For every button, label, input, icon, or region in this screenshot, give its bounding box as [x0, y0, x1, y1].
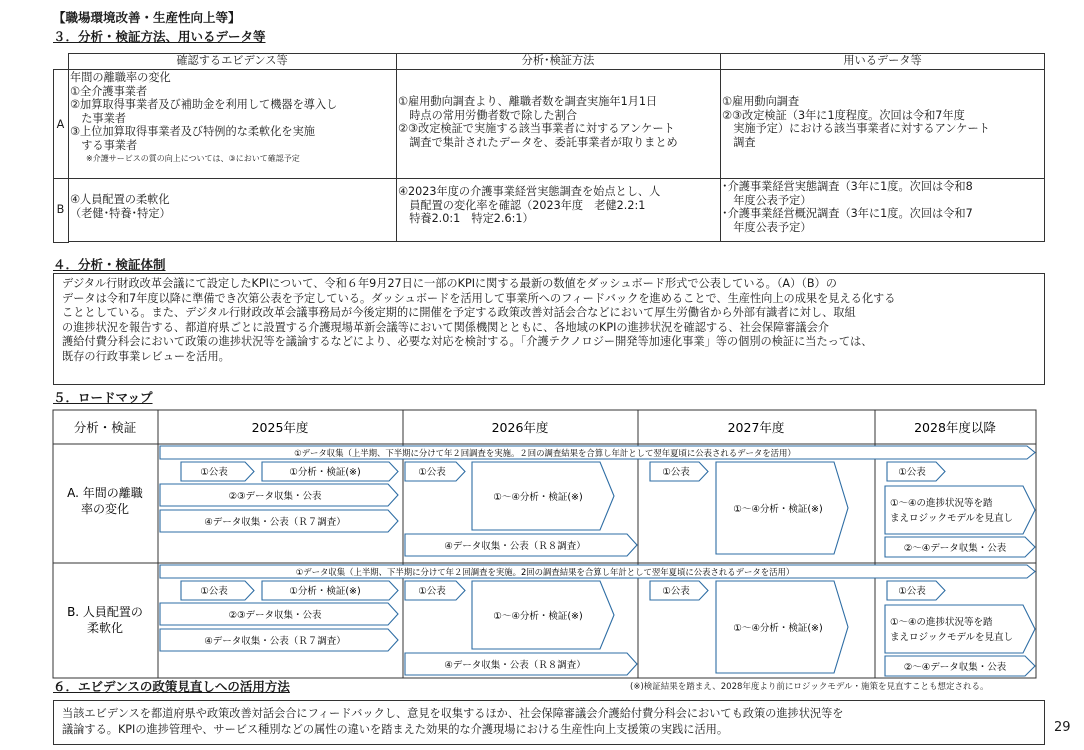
row-key-b: B	[56, 203, 65, 216]
review-label: まえロジックモデルを見直し	[890, 632, 1014, 643]
roadmap-row-label: 率の変化	[80, 502, 130, 516]
section-4-heading: ４．分析・検証体制	[53, 257, 166, 272]
roadmap-header-2027: 2027年度	[727, 420, 785, 435]
publish-label: ①公表	[200, 586, 228, 597]
analysis-structure-text: デジタル行財政改革会議にて設定したKPIについて、令和６年9月27日に一部のKPIに関する最新の数値をダッシュボード形式で公表している。（A）（B）の データは令和7年度以降に準備でき次第公表を予定している。ダッシュボードを活用して事業所へのフィードバックを進めることで、生産性向上の成果を見える化する こととしている。また、デジタル行財政改革会議事務局が今後定期的に開催を予定する政策改善対話会合などにおいて厚生労働省から外部有識者に対し、取組 の進捗状況を報告する、都道府県ごとに設置する介護現場革新会議等において関係機関とともに、各地域のKPIの進捗状況を確認する、社会保障審議会介 護給付費分科会において政策の進捗状況等を議論するなどにより、必要な対応を検討する。「介護テクノロジー開発等加速化事業」等の個別の検証に当たっては、 既存の行政事業レビューを活用。	[53, 273, 1045, 385]
row-a-evidence: 年間の離職率の変化 ①全介護事業者 ②加算取得事業者及び補助金を利用して機器を導入し た事業者 ③上位加算取得事業者及び特例的な柔軟化を実施 する事業者 ※介護サービスの質の向上については、③において確認予定	[70, 71, 338, 163]
policy-usage-text: 当該エビデンスを都道府県や政策改善対話会合にフィードバックし、意見を収集するほか、社会保障審議会介護給付費分科会においても政策の進捗状況等を 議論する。KPIの進捗管理や、サービス種別などの属性の違いを踏まえた効果的な介護現場における生産性向上支援策の実践に活用。	[53, 700, 1045, 745]
row-b-evidence: ④人員配置の柔軟化 （老健･特養･特定）	[70, 193, 171, 220]
section-6-heading: ６．エビデンスの政策見直しへの活用方法	[53, 679, 290, 694]
publish-label: ①公表	[898, 467, 926, 478]
row-b-method: ④2023年度の介護事業経営実態調査を始点とし、人 員配置の変化率を確認（2023年度 老健2.2:1 特養2.0:1 特定2.6:1）	[398, 185, 661, 226]
analysis-label: ①分析・検証(※)	[289, 467, 361, 478]
roadmap-row-label: B. 人員配置の	[67, 605, 143, 619]
analysis-label: ①分析・検証(※)	[289, 586, 361, 597]
review-label: ①～④の進捗状況等を踏	[890, 498, 993, 509]
roadmap-header-analysis: 分析・検証	[73, 420, 137, 435]
col-header-data: 用いるデータ等	[843, 54, 922, 67]
analysis-label: ①～④分析・検証(※)	[493, 492, 583, 503]
row-b-data: ･介護事業経営実態調査（3年に1度。次回は令和8 年度公表予定） ･介護事業経営概況調査（3年に1度。次回は令和7 年度公表予定）	[722, 180, 973, 234]
page-number: 29	[1054, 720, 1071, 735]
section-3-heading: ３．分析・検証方法、用いるデータ等	[53, 29, 266, 44]
publish-label: ①公表	[200, 467, 228, 478]
publish-label: ①公表	[418, 586, 446, 597]
analysis-label: ①～④分析・検証(※)	[733, 623, 823, 634]
collection-label: ②～④データ収集・公表	[903, 662, 1007, 673]
footnote: (※)検証結果を踏まえ、2028年度より前にロジックモデル・施策を見直すことも想定される。	[630, 682, 989, 692]
row-key-a: A	[56, 118, 65, 131]
roadmap-header-2025: 2025年度	[251, 420, 309, 435]
col-header-method: 分析･検証方法	[521, 54, 595, 67]
roadmap-row-label: A. 年間の離職	[67, 486, 143, 500]
row-a-method: ①雇用動向調査より、離職者数を調査実施年1月1日 時点の常用労働者数で除した割合 ②③改定検証で実施する該当事業者に対するアンケート 調査で集計されたデータを、委託事業者が取りまとめ	[398, 95, 678, 149]
roadmap-header-2026: 2026年度	[491, 420, 549, 435]
analysis-label: ①～④分析・検証(※)	[733, 504, 823, 515]
publish-label: ①公表	[662, 586, 690, 597]
collection-label: ②～④データ収集・公表	[903, 543, 1007, 554]
analysis-label: ①～④分析・検証(※)	[493, 611, 583, 622]
survey-label: ④データ収集・公表（Ｒ８調査）	[444, 541, 586, 552]
survey-label: ④データ収集・公表（Ｒ８調査）	[444, 660, 586, 671]
review-label: ①～④の進捗状況等を踏	[890, 617, 993, 628]
roadmap-row-label: 柔軟化	[86, 621, 124, 635]
collection-label: ②③データ収集・公表	[228, 491, 322, 502]
row-a-data: ①雇用動向調査 ②③改定検証（3年に1度程度。次回は令和7年度 実施予定）における該当事業者に対するアンケート 調査	[722, 95, 990, 149]
review-arrow	[885, 486, 1035, 534]
col-header-evidence: 確認するエビデンス等	[176, 54, 288, 67]
publish-label: ①公表	[418, 467, 446, 478]
publish-label: ①公表	[662, 467, 690, 478]
data-collection-label: ①データ収集（上半期、下半期に分けて年２回調査を実施。2回の調査結果を合算し年計として翌年夏頃に公表されるデータを活用）	[295, 567, 795, 577]
roadmap-header-2028: 2028年度以降	[914, 420, 996, 435]
survey-label: ④データ収集・公表（Ｒ７調査）	[204, 517, 346, 528]
review-label: まえロジックモデルを見直し	[890, 513, 1014, 524]
data-collection-label: ①データ収集（上半期、下半期に分けて年２回調査を実施。２回の調査結果を合算し年計として翌年夏頃に公表されるデータを活用）	[294, 448, 796, 458]
survey-label: ④データ収集・公表（Ｒ７調査）	[204, 636, 346, 647]
section-title: 【職場環境改善・生産性向上等】	[53, 10, 241, 25]
section-5-heading: ５．ロードマップ	[53, 390, 153, 405]
collection-label: ②③データ収集・公表	[228, 610, 322, 621]
publish-label: ①公表	[898, 586, 926, 597]
review-arrow	[885, 605, 1035, 653]
